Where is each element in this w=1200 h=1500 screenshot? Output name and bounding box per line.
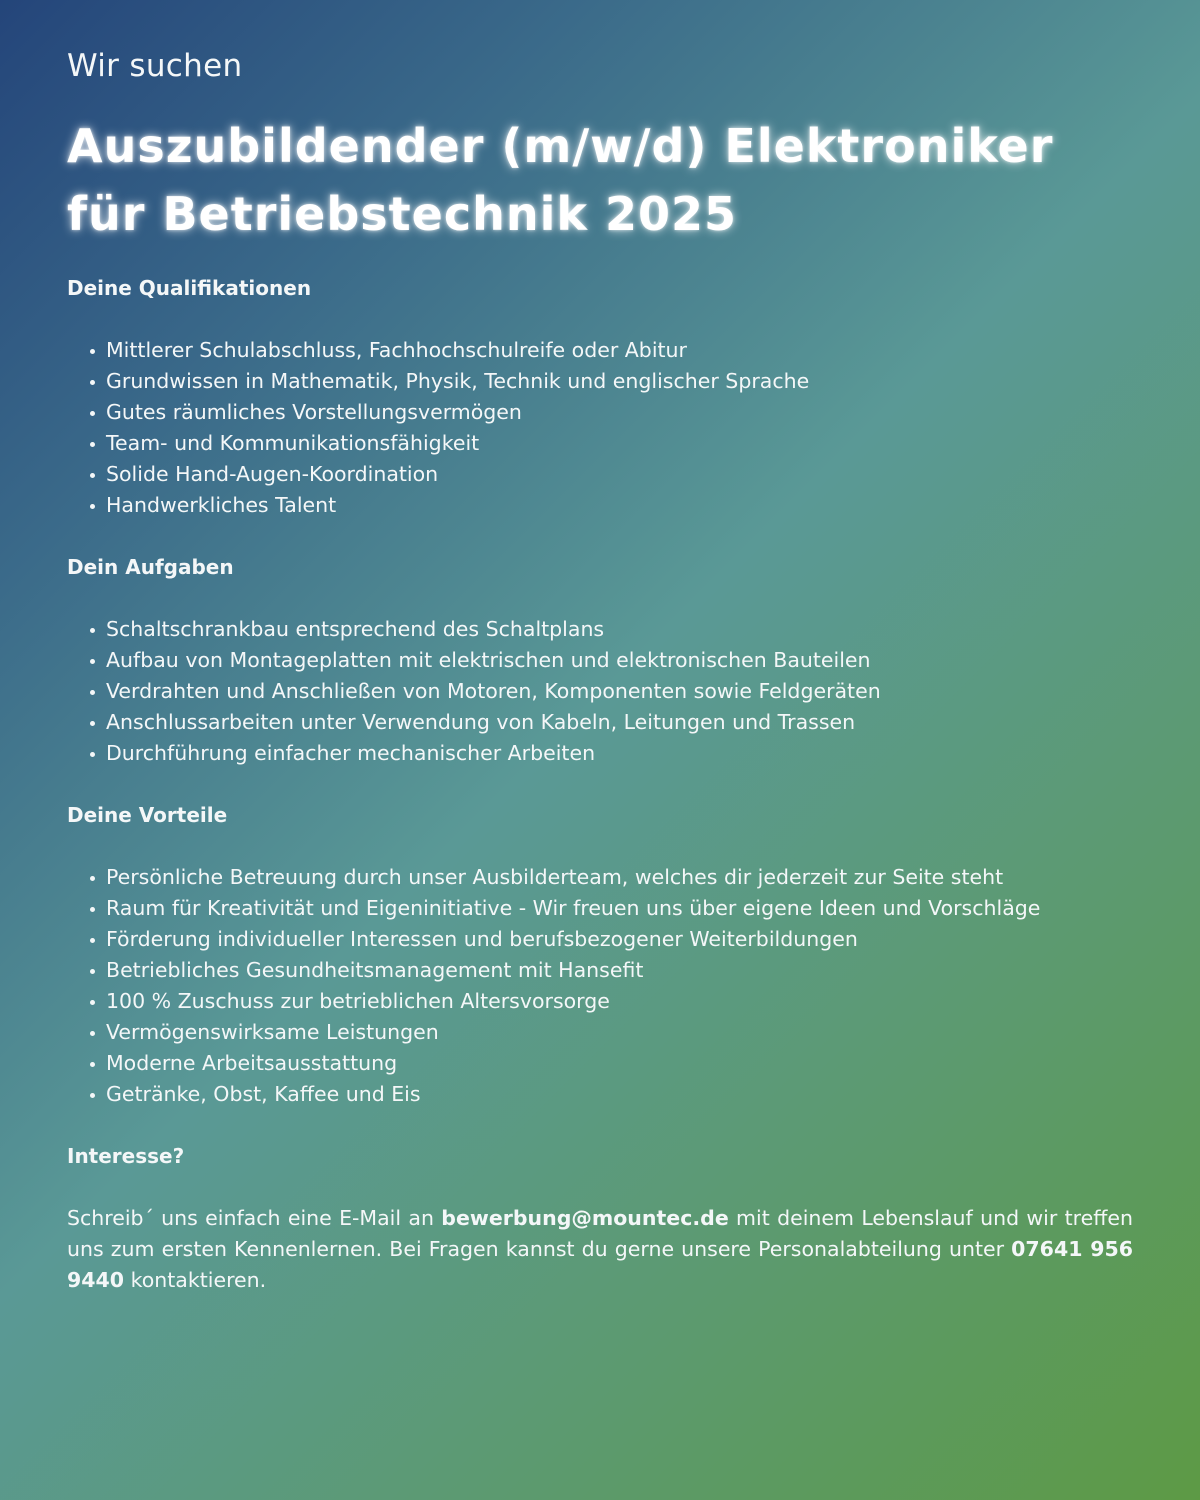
list-item: Moderne Arbeitsausstattung bbox=[106, 1048, 1040, 1079]
contact-text: kontaktieren. bbox=[124, 1268, 267, 1292]
list-item: Verdrahten und Anschließen von Motoren, Komponenten sowie Feldgeräten bbox=[106, 676, 881, 707]
list-item: Team- und Kommunikationsfähigkeit bbox=[106, 428, 809, 459]
kicker-text: Wir suchen bbox=[67, 48, 243, 84]
list-item: Solide Hand-Augen-Koordination bbox=[106, 459, 809, 490]
list-item: Schaltschrankbau entsprechend des Schaltplans bbox=[106, 614, 881, 645]
phone-number[interactable]: 07641 956 9440 bbox=[67, 1237, 1133, 1292]
list-item: Förderung individueller Interessen und berufsbezogener Weiterbildungen bbox=[106, 924, 1040, 955]
qualifications-list bbox=[87, 335, 809, 521]
list-item: Anschlussarbeiten unter Verwendung von Kabeln, Leitungen und Trassen bbox=[106, 707, 881, 738]
interest-heading: Interesse? bbox=[67, 1144, 185, 1168]
list-item: Raum für Kreativität und Eigeninitiative - Wir freuen uns über eigene Ideen und Vorschläge bbox=[106, 893, 1040, 924]
tasks-heading: Dein Aufgaben bbox=[67, 555, 234, 579]
list-item: Durchführung einfacher mechanischer Arbeiten bbox=[106, 738, 881, 769]
contact-text: Schreib´ uns einfach eine E-Mail an bbox=[67, 1206, 442, 1230]
list-item: Betriebliches Gesundheitsmanagement mit Hansefit bbox=[106, 955, 1040, 986]
qualifications-heading: Deine Qualifikationen bbox=[67, 276, 312, 300]
benefits-heading: Deine Vorteile bbox=[67, 803, 228, 827]
contact-text: mit deinem Lebenslauf und wir treffen uns zum ersten Kennenlernen. Bei Fragen kannst du gerne unsere Personalabteilung unter bbox=[67, 1206, 1133, 1261]
list-item: Gutes räumliches Vorstellungsvermögen bbox=[106, 397, 809, 428]
list-item: 100 % Zuschuss zur betrieblichen Altersvorsorge bbox=[106, 986, 1040, 1017]
list-item: Aufbau von Montageplatten mit elektrischen und elektronischen Bauteilen bbox=[106, 645, 881, 676]
email-link[interactable]: bewerbung@mountec.de bbox=[441, 1206, 729, 1230]
tasks-list bbox=[87, 614, 881, 769]
list-item: Getränke, Obst, Kaffee und Eis bbox=[106, 1079, 1040, 1110]
list-item: Grundwissen in Mathematik, Physik, Technik und englischer Sprache bbox=[106, 366, 809, 397]
contact-paragraph bbox=[67, 1203, 1133, 1296]
list-item: Handwerkliches Talent bbox=[106, 490, 809, 521]
list-item: Persönliche Betreuung durch unser Ausbilderteam, welches dir jederzeit zur Seite steht bbox=[106, 862, 1040, 893]
list-item: Mittlerer Schulabschluss, Fachhochschulreife oder Abitur bbox=[106, 335, 809, 366]
job-title: Auszubildender (m/w/d) Elektroniker für Betriebstechnik 2025 bbox=[67, 119, 1054, 241]
benefits-list bbox=[87, 862, 1040, 1110]
list-item: Vermögenswirksame Leistungen bbox=[106, 1017, 1040, 1048]
